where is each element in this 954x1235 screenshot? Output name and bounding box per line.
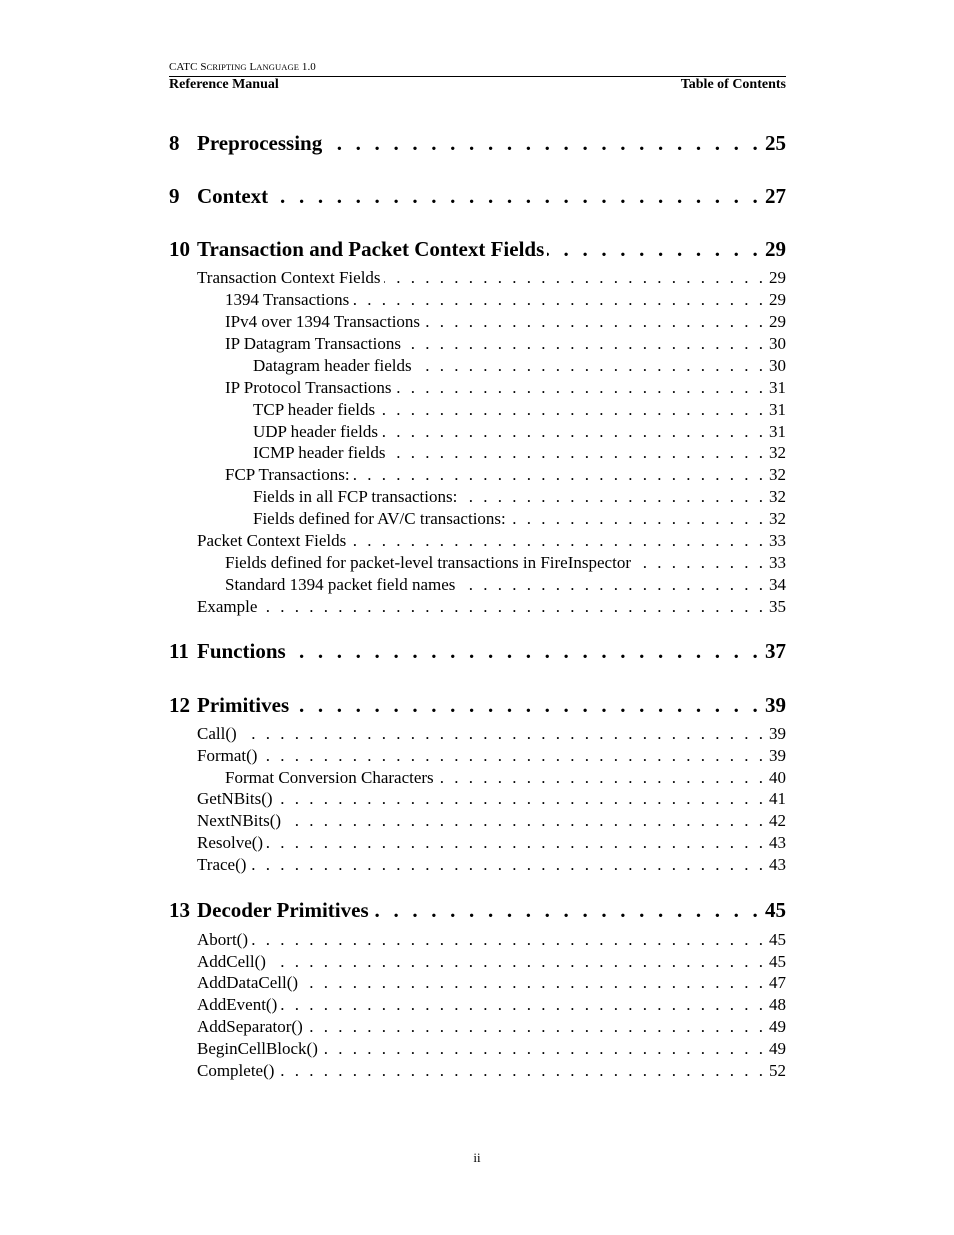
toc-entry-title: Preprocessing (197, 131, 323, 155)
toc-page-number: 33 (769, 531, 786, 550)
toc-section-entry[interactable] (169, 268, 786, 288)
toc-dot-leader (352, 290, 766, 310)
toc-page-number: 32 (769, 465, 786, 484)
toc-section-entry[interactable] (169, 378, 786, 398)
toc-page-number: 37 (765, 639, 786, 663)
manual-title-part: 1.0 (299, 61, 316, 73)
toc-page-number: 31 (769, 422, 786, 441)
toc-dot-leader (547, 237, 762, 262)
manual-title-part: CATC S (169, 61, 207, 73)
toc-page-number: 31 (769, 400, 786, 419)
toc-section-entry[interactable] (169, 833, 786, 853)
toc-page-number: 32 (769, 509, 786, 528)
toc-chapter-number: 13 (169, 898, 190, 922)
toc-page-number: 27 (765, 184, 786, 208)
toc-entry-title: IPv4 over 1394 Transactions (225, 312, 421, 331)
toc-entry-title: Decoder Primitives (197, 898, 369, 922)
toc-dot-leader (423, 312, 766, 332)
toc-entry-title: IP Protocol Transactions (225, 378, 392, 397)
toc-section-entry[interactable] (169, 1061, 786, 1081)
toc-dot-leader (353, 465, 766, 485)
toc-chapter-entry[interactable] (169, 898, 786, 926)
toc-section-entry[interactable] (169, 509, 786, 529)
toc-dot-leader (301, 973, 766, 993)
toc-page-number: 49 (769, 1039, 786, 1058)
toc-section-entry[interactable] (169, 290, 786, 310)
toc-dot-leader (240, 724, 766, 744)
toc-dot-leader (266, 833, 766, 853)
toc-dot-leader (251, 930, 766, 950)
toc-entry-title: Fields in all FCP transactions: (253, 487, 458, 506)
toc-page-number: 33 (769, 553, 786, 572)
toc-page-number: 49 (769, 1017, 786, 1036)
toc-section-entry[interactable] (169, 973, 786, 993)
toc-entry-title: Abort() (197, 930, 248, 949)
manual-title-part: CRIPTING (206, 62, 247, 72)
toc-page-number: 29 (769, 268, 786, 287)
toc-page-number: 45 (769, 930, 786, 949)
toc-page-number: 40 (769, 768, 786, 787)
toc-section-entry[interactable] (169, 575, 786, 595)
toc-section-entry[interactable] (169, 356, 786, 376)
toc-entry-title: Context (197, 184, 269, 208)
toc-chapter-number: 10 (169, 237, 190, 261)
toc-dot-leader (269, 952, 766, 972)
toc-section-entry[interactable] (169, 312, 786, 332)
toc-page-number: 41 (769, 789, 786, 808)
toc-entry-title: Fields defined for AV/C transactions: (253, 509, 506, 528)
toc-entry-title: 1394 Transactions (225, 290, 350, 309)
toc-dot-leader (277, 1061, 766, 1081)
toc-entry-title: GetNBits() (197, 789, 273, 808)
toc-dot-leader (458, 575, 766, 595)
toc-section-entry[interactable] (169, 995, 786, 1015)
toc-dot-leader (349, 531, 766, 551)
toc-page-number: 42 (769, 811, 786, 830)
toc-section-entry[interactable] (169, 724, 786, 744)
toc-dot-leader (249, 855, 766, 875)
toc-dot-leader (395, 378, 766, 398)
toc-page-number: 47 (769, 973, 786, 992)
toc-entry-title: Primitives (197, 693, 290, 717)
toc-dot-leader (404, 334, 766, 354)
toc-section-entry[interactable] (169, 855, 786, 875)
toc-entry-title: Functions (197, 639, 286, 663)
toc-dot-leader (384, 268, 766, 288)
toc-entry-title: IP Datagram Transactions (225, 334, 401, 353)
toc-section-entry[interactable] (169, 768, 786, 788)
toc-section-entry[interactable] (169, 1017, 786, 1037)
toc-entry-title: AddCell() (197, 952, 266, 971)
toc-entry-title: Resolve() (197, 833, 264, 852)
toc-section-entry[interactable] (169, 789, 786, 809)
header-right: Table of Contents (680, 77, 786, 92)
toc-entry-title: AddEvent() (197, 995, 278, 1014)
toc-entry-title: Packet Context Fields (197, 531, 347, 550)
toc-dot-leader (389, 443, 766, 463)
toc-chapter-number: 11 (169, 639, 189, 663)
toc-entry-title: BeginCellBlock() (197, 1039, 318, 1058)
toc-entry-title: Datagram header fields (253, 356, 412, 375)
toc-page-number: 35 (769, 597, 786, 616)
toc-section-entry[interactable] (169, 811, 786, 831)
toc-page-number: 52 (769, 1061, 786, 1080)
toc-page-number: 34 (769, 575, 786, 594)
header-left: Reference Manual (169, 77, 279, 92)
toc-entry-title: Trace() (197, 855, 247, 874)
toc-page-number: 31 (769, 378, 786, 397)
toc-page-number: 29 (769, 290, 786, 309)
toc-dot-leader (325, 131, 762, 156)
toc-chapter-entry[interactable] (169, 693, 786, 721)
toc-page-number: 30 (769, 334, 786, 353)
toc-entry-title: Transaction and Packet Context Fields (197, 237, 545, 261)
toc-section-entry[interactable] (169, 334, 786, 354)
toc-dot-leader (284, 811, 766, 831)
toc-dot-leader (460, 487, 766, 507)
toc-entry-title: Call() (197, 724, 237, 743)
toc-chapter-entry[interactable] (169, 131, 786, 159)
toc-entry-title: Transaction Context Fields (197, 268, 381, 287)
toc-page-number: 25 (765, 131, 786, 155)
toc-page-number: 39 (765, 693, 786, 717)
toc-page-number: 43 (769, 855, 786, 874)
toc-entry-title: AddSeparator() (197, 1017, 303, 1036)
toc-section-entry[interactable] (169, 553, 786, 573)
toc-section-entry[interactable] (169, 422, 786, 442)
toc-dot-leader (260, 746, 766, 766)
toc-chapter-number: 9 (169, 184, 180, 208)
manual-title-part: L (246, 61, 257, 73)
toc-entry-title: TCP header fields (253, 400, 376, 419)
toc-section-entry[interactable] (169, 443, 786, 463)
toc-page-number: 29 (769, 312, 786, 331)
toc-page-number: 45 (765, 898, 786, 922)
toc-entry-title: Format Conversion Characters (225, 768, 434, 787)
toc-section-entry[interactable] (169, 930, 786, 950)
toc-section-entry[interactable] (169, 597, 786, 617)
toc-section-entry[interactable] (169, 487, 786, 507)
toc-chapter-entry[interactable] (169, 184, 786, 212)
toc-dot-leader (306, 1017, 766, 1037)
toc-dot-leader (634, 553, 766, 573)
toc-section-entry[interactable] (169, 465, 786, 485)
toc-dot-leader (321, 1039, 766, 1059)
toc-entry-title: Format() (197, 746, 258, 765)
toc-dot-leader (372, 898, 762, 923)
toc-dot-leader (378, 400, 766, 420)
toc-entry-title: AddDataCell() (197, 973, 299, 992)
toc-page-number: 43 (769, 833, 786, 852)
toc-chapter-number: 8 (169, 131, 180, 155)
toc-entry-title: ICMP header fields (253, 443, 386, 462)
toc-page-number: 32 (769, 443, 786, 462)
toc-dot-leader (509, 509, 766, 529)
toc-dot-leader (271, 184, 762, 209)
toc-page-number: 48 (769, 995, 786, 1014)
toc-section-entry[interactable] (169, 952, 786, 972)
manual-title-part: ANGUAGE (256, 62, 299, 72)
toc-dot-leader (437, 768, 766, 788)
toc-page-number: 39 (769, 746, 786, 765)
toc-page-number: 45 (769, 952, 786, 971)
toc-dot-leader (381, 422, 766, 442)
toc-dot-leader (280, 995, 766, 1015)
toc-page-number: 32 (769, 487, 786, 506)
toc-entry-title: Standard 1394 packet field names (225, 575, 456, 594)
toc-entry-title: FCP Transactions: (225, 465, 350, 484)
toc-dot-leader (292, 693, 762, 718)
manual-title (169, 60, 786, 74)
toc-section-entry[interactable] (169, 400, 786, 420)
toc-section-entry[interactable] (169, 746, 786, 766)
toc-dot-leader (260, 597, 766, 617)
toc-entry-title: Fields defined for packet-level transactions in FireInspector (225, 553, 631, 572)
toc-chapter-entry[interactable] (169, 639, 786, 667)
toc-dot-leader (276, 789, 766, 809)
toc-entry-title: UDP header fields (253, 422, 378, 441)
toc-dot-leader (289, 639, 762, 664)
running-header (169, 60, 786, 93)
toc-chapter-number: 12 (169, 693, 190, 717)
toc-entry-title: Example (197, 597, 258, 616)
toc-page-number: 29 (765, 237, 786, 261)
toc-section-entry[interactable] (169, 1039, 786, 1059)
toc-page-number: 39 (769, 724, 786, 743)
toc-entry-title: NextNBits() (197, 811, 282, 830)
toc-entry-title: Complete() (197, 1061, 275, 1080)
page-number: ii (473, 1150, 481, 1165)
toc-dot-leader (415, 356, 766, 376)
toc-page-number: 30 (769, 356, 786, 375)
toc-chapter-entry[interactable] (169, 237, 786, 265)
toc-section-entry[interactable] (169, 531, 786, 551)
